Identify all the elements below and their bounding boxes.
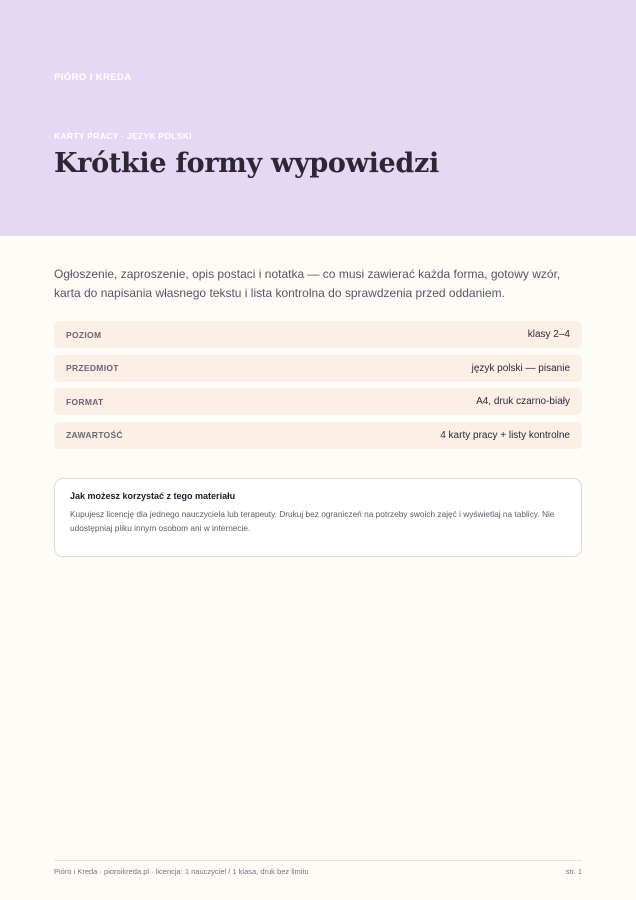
meta-value: A4, druk czarno-biały xyxy=(476,396,570,407)
intro-paragraph: Ogłoszenie, zaproszenie, opis postaci i notatka — co musi zawierać każda forma, gotowy wzór, karta do napisania własnego tekstu i lista kontrolna do sprawdzenia przed oddaniem. xyxy=(54,267,561,300)
metadata-list xyxy=(54,321,582,455)
brand-name: PIÓRO I KREDA xyxy=(54,72,132,83)
meta-key: FORMAT xyxy=(66,396,104,407)
license-box xyxy=(54,478,582,557)
license-title: Jak możesz korzystać z tego materiału xyxy=(70,491,236,501)
meta-value: klasy 2–4 xyxy=(527,329,570,340)
meta-value: język polski — pisanie xyxy=(471,362,570,374)
header-banner xyxy=(0,0,636,236)
page-title: Krótkie formy wypowiedzi xyxy=(54,148,439,179)
meta-key: ZAWARTOŚĆ xyxy=(66,430,123,440)
meta-key: POZIOM xyxy=(66,329,102,340)
meta-key: PRZEDMIOT xyxy=(66,363,119,373)
footer-info: Pióro i Kreda · pioroikreda.pl · licencja: 1 nauczyciel / 1 klasa, druk bez limitu xyxy=(54,867,309,876)
meta-row-format xyxy=(54,388,582,415)
category-label: KARTY PRACY · JĘZYK POLSKI xyxy=(54,131,192,141)
page-footer xyxy=(54,860,582,876)
meta-value: 4 karty pracy + listy kontrolne xyxy=(440,429,570,441)
meta-row-level xyxy=(54,321,582,348)
meta-row-contents xyxy=(54,422,582,449)
meta-row-subject xyxy=(54,355,582,382)
license-text: Kupujesz licencję dla jednego nauczyciela lub terapeuty. Drukuj bez ograniczeń na potrzeby swoich zajęć i wyświetlaj na tablicy. Nie udostępniaj pliku innym osobom ani w internecie. xyxy=(70,509,555,533)
page-number: str. 1 xyxy=(565,867,582,876)
